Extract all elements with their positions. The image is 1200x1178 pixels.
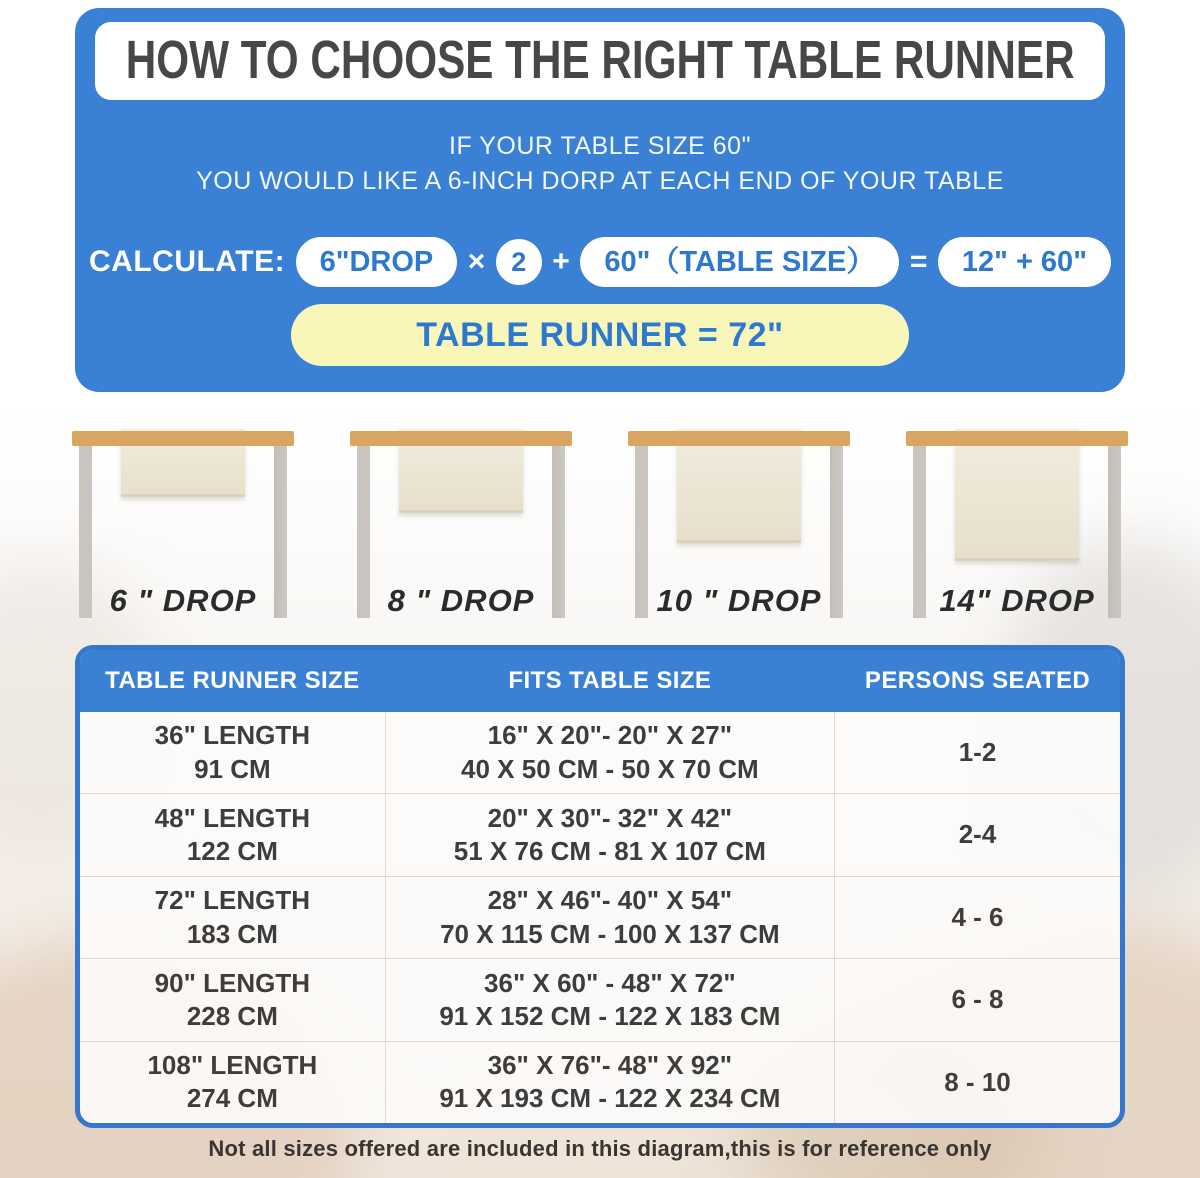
- fits-table-cell: [385, 877, 835, 958]
- fits-size-cm: 40 X 50 CM - 50 X 70 CM: [461, 753, 759, 784]
- page-title: HOW TO CHOOSE THE RIGHT TABLE RUNNER: [125, 30, 1075, 91]
- fits-table-cell: [385, 959, 835, 1040]
- table-row: [80, 1042, 1120, 1123]
- fits-size-cm: 70 X 115 CM - 100 X 137 CM: [440, 918, 780, 949]
- drop-label: 8 " DROP: [387, 583, 535, 618]
- drop-label: 6 " DROP: [109, 583, 257, 618]
- runner-size-cm: 183 CM: [186, 918, 278, 949]
- runner-size-inches: 108" LENGTH: [147, 1050, 318, 1081]
- persons-seated-cell: [835, 959, 1120, 1040]
- table-runner-drape: [955, 429, 1079, 561]
- runner-size-inches: 72" LENGTH: [154, 885, 311, 916]
- fits-size-inches: 36" X 76"- 48" X 92": [487, 1050, 733, 1081]
- table-size-pill: 60"（TABLE SIZE）: [580, 237, 899, 287]
- persons-seated-cell: [835, 794, 1120, 875]
- tabletop: [906, 431, 1128, 446]
- multiplier-circle: 2: [496, 239, 542, 285]
- fits-size-cm: 91 X 152 CM - 122 X 183 CM: [439, 1000, 781, 1031]
- fits-size-inches: 16" X 20"- 20" X 27": [487, 720, 733, 751]
- fits-size-cm: 51 X 76 CM - 81 X 107 CM: [453, 836, 766, 867]
- drop-illustrations: [72, 425, 1128, 625]
- fits-table-cell: [385, 712, 835, 793]
- runner-size-cm: 228 CM: [186, 1000, 278, 1031]
- size-table-body: [80, 712, 1120, 1123]
- tabletop: [72, 431, 294, 446]
- table-illustration: [350, 425, 572, 625]
- runner-size-cm: 274 CM: [186, 1083, 278, 1114]
- runner-size-cell: [80, 877, 385, 958]
- title-bar: [95, 22, 1105, 100]
- persons-value: 1-2: [958, 737, 997, 768]
- table-runner-drape: [677, 429, 801, 543]
- drop-value-pill: 6"DROP: [296, 237, 458, 287]
- hero-panel: [75, 8, 1125, 392]
- runner-size-inches: 90" LENGTH: [154, 967, 311, 998]
- table-row: [80, 959, 1120, 1041]
- calculate-label: CALCULATE:: [89, 245, 286, 278]
- table-illustration: [72, 425, 294, 625]
- persons-value: 2-4: [958, 819, 997, 850]
- sum-pill: 12" + 60": [938, 237, 1111, 287]
- tabletop: [628, 431, 850, 446]
- persons-value: 4 - 6: [951, 901, 1004, 932]
- footnote-text: Not all sizes offered are included in this diagram,this is for reference only: [208, 1136, 992, 1161]
- subtitle-line-1: IF YOUR TABLE SIZE 60": [449, 132, 751, 160]
- times-operator: ×: [467, 245, 486, 278]
- plus-operator: +: [552, 245, 570, 278]
- runner-size-cell: [80, 959, 385, 1040]
- persons-seated-cell: [835, 712, 1120, 793]
- runner-size-inches: 36" LENGTH: [154, 720, 311, 751]
- table-illustration: [628, 425, 850, 625]
- table-row: [80, 877, 1120, 959]
- persons-seated-cell: [835, 877, 1120, 958]
- persons-value: 6 - 8: [951, 984, 1004, 1015]
- runner-size-cell: [80, 794, 385, 875]
- runner-size-cell: [80, 1042, 385, 1123]
- calculation-row: [89, 236, 1111, 288]
- column-header-persons: PERSONS SEATED: [864, 667, 1091, 694]
- size-table-header: [80, 650, 1120, 712]
- persons-value: 8 - 10: [944, 1066, 1011, 1097]
- runner-size-cm: 91 CM: [194, 753, 271, 784]
- fits-size-inches: 28" X 46"- 40" X 54": [487, 885, 733, 916]
- fits-size-inches: 20" X 30"- 32" X 42": [487, 802, 733, 833]
- result-pill: TABLE RUNNER = 72": [291, 304, 909, 366]
- runner-size-cm: 122 CM: [186, 836, 278, 867]
- fits-table-cell: [385, 794, 835, 875]
- subtitle-line-2: YOU WOULD LIKE A 6-INCH DORP AT EACH END OF YOUR TABLE: [196, 167, 1004, 195]
- table-illustration: [906, 425, 1128, 625]
- equals-operator: =: [909, 245, 928, 278]
- fits-size-cm: 91 X 193 CM - 122 X 234 CM: [439, 1083, 781, 1114]
- drop-label: 10 " DROP: [656, 583, 822, 618]
- drop-label: 14" DROP: [939, 583, 1095, 618]
- size-chart-panel: [75, 645, 1125, 1128]
- column-header-runner-size: TABLE RUNNER SIZE: [105, 667, 360, 694]
- table-row: [80, 712, 1120, 794]
- runner-size-cell: [80, 712, 385, 793]
- persons-seated-cell: [835, 1042, 1120, 1123]
- fits-size-inches: 36" X 60" - 48" X 72": [484, 967, 736, 998]
- column-header-fits-table: FITS TABLE SIZE: [508, 667, 712, 694]
- tabletop: [350, 431, 572, 446]
- table-row: [80, 794, 1120, 876]
- fits-table-cell: [385, 1042, 835, 1123]
- runner-size-inches: 48" LENGTH: [154, 802, 311, 833]
